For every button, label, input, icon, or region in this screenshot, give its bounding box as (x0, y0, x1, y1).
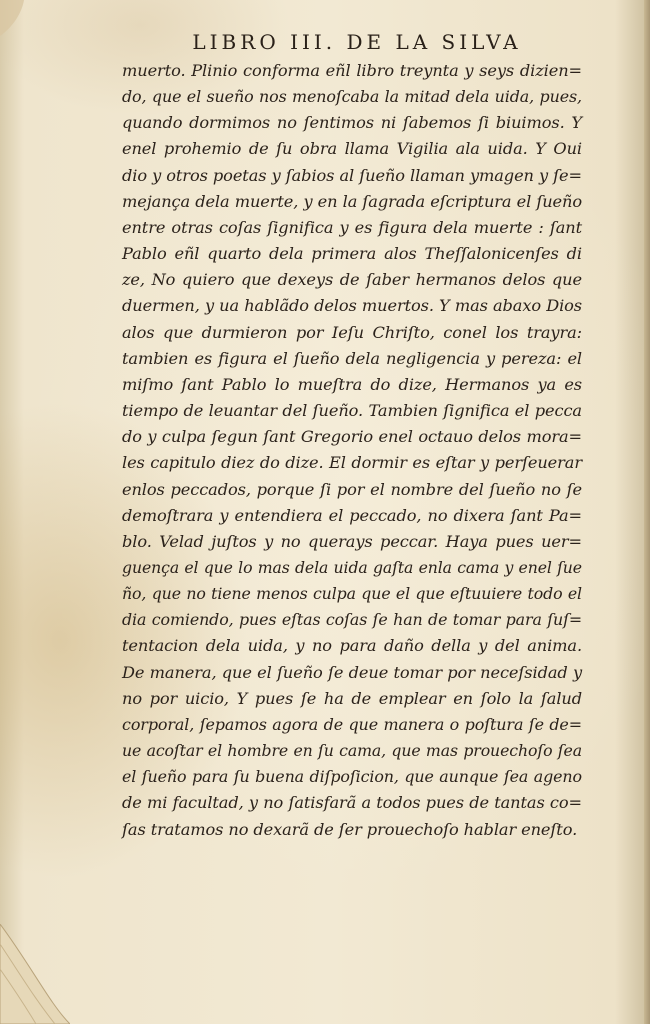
text-line: dia comiendo, pues eſtas coſas ſe han de tomar para ſuſ= (122, 610, 582, 630)
text-line: ze, No quiero que dexeys de ſaber hermanos delos que (122, 270, 582, 290)
text-line: mejança dela muerte, y en la ſagrada eſcriptura el ſueño (122, 191, 582, 211)
text-line: duermen, y ua hablãdo delos muertos. Y mas abaxo Dios (122, 296, 582, 316)
body-text (122, 58, 582, 843)
running-head (0, 30, 650, 54)
text-line: tentacion dela uida, y no para daño della y del anima. (122, 636, 582, 656)
top-left-stain-graphic (0, 0, 30, 40)
text-line: muerto. Plinio conforma eñl libro treynta y seys dizien= (122, 61, 582, 80)
text-line: de mi facultad, y no ſatisfarã a todos pues de tantas co= (122, 793, 582, 813)
page-edge (644, 0, 650, 1024)
text-line: ño, que no tiene menos culpa que el que eſtuuiere todo el (122, 584, 582, 604)
text-line: corporal, ſepamos agora de que manera o poſtura ſe de= (122, 714, 582, 734)
text-line: ſas tratamos no dexarã de ſer prouechoſo hablar eneſto. (122, 819, 578, 839)
text-line: dio y otros poetas y ſabios al ſueño llaman ymagen y ſe= (122, 165, 582, 185)
text-line: do, que el sueño nos menoſcaba la mitad dela uida, pues, (122, 87, 582, 107)
text-line: enlos peccados, porque ſi por el nombre del ſueño no ſe (122, 479, 582, 499)
text-line: do y culpa ſegun ſant Gregorio enel octauo delos mora= (122, 427, 582, 447)
text-line: De manera, que el ſueño ſe deue tomar por neceſsidad y (122, 662, 582, 682)
text-line: blo. Velad juſtos y no querays peccar. Haya pues uer= (122, 531, 582, 551)
text-line: miſmo ſant Pablo lo mueſtra do dize, Hermanos ya es (122, 374, 582, 394)
text-line: quando dormimos no ſentimos ni ſabemos ſi biuimos. Y (122, 113, 582, 133)
worn-corner-graphic (0, 924, 70, 1024)
text-line: ue acoſtar el hombre en ſu cama, que mas prouechoſo ſea (122, 741, 582, 761)
text-line: guença el que lo mas dela uida gaſta enla cama y enel ſue (122, 557, 582, 577)
text-line: el ſueño para ſu buena diſpoſicion, que aunque ſea ageno (122, 767, 582, 787)
text-line: alos que durmieron por Ieſu Chriſto, conel los trayra: (122, 322, 582, 342)
running-head-text: LIBRO III. DE LA SILVA (192, 30, 522, 54)
text-line: les capitulo diez do dize. El dormir es eſtar y perſeuerar (122, 453, 582, 473)
text-line: tiempo de leuantar del ſueño. Tambien ſignifica el pecca (122, 401, 582, 421)
text-line: Pablo eñl quarto dela primera alos Theſſalonicenſes di (122, 244, 582, 264)
text-line: tambien es figura el ſueño dela negligencia y pereza: el (122, 348, 582, 368)
text-line: demoſtrara y entendiera el peccado, no dixera ſant Pa= (122, 505, 582, 525)
text-line: entre otras coſas ſignifica y es figura dela muerte : ſant (122, 217, 582, 237)
text-line: no por uicio, Y pues ſe ha de emplear en ſolo la ſalud (122, 688, 582, 708)
text-line: enel prohemio de ſu obra llama Vigilia ala uida. Y Oui (122, 139, 582, 159)
